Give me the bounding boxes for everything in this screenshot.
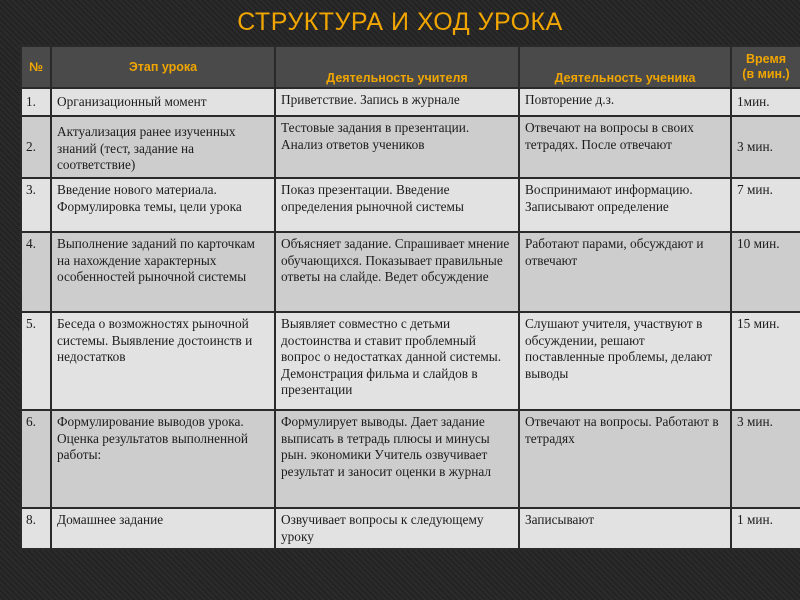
row-time: 7 мин. <box>731 178 800 232</box>
row-number: 2. <box>21 116 51 178</box>
row-teacher-activity: Озвучивает вопросы к следующему уроку <box>275 508 519 549</box>
row-number: 6. <box>21 410 51 508</box>
row-student-activity: Слушают учителя, участвуют в обсуждении, решают поставленные проблемы, делают выводы <box>519 312 731 410</box>
row-number: 1. <box>21 88 51 116</box>
row-time: 3 мин. <box>731 116 800 178</box>
table-header-row <box>21 46 800 88</box>
row-teacher-activity: Объясняет задание. Спрашивает мнение обучающихся. Показывает правильные ответы на слайде. Ведет обсуждение <box>275 232 519 312</box>
header-stage: Этап урока <box>51 46 275 88</box>
row-time: 3 мин. <box>731 410 800 508</box>
row-teacher-activity: Тестовые задания в презентации. Анализ ответов учеников <box>275 116 519 178</box>
table-row <box>21 178 800 232</box>
table-row <box>21 116 800 178</box>
row-number: 3. <box>21 178 51 232</box>
row-teacher-activity: Приветствие. Запись в журнале <box>275 88 519 116</box>
row-number: 8. <box>21 508 51 549</box>
row-teacher-activity: Выявляет совместно с детьми достоинства и ставит проблемный вопрос о недостатках данной системы. Демонстрация фильма и слайдов в презентации <box>275 312 519 410</box>
row-time: 15 мин. <box>731 312 800 410</box>
header-teacher-activity: Деятельность учителя <box>275 46 519 88</box>
row-stage: Актуализация ранее изученных знаний (тест, задание на соответствие) <box>51 116 275 178</box>
row-time: 1 мин. <box>731 508 800 549</box>
header-time-line1: Время <box>746 52 786 66</box>
row-student-activity: Записывают <box>519 508 731 549</box>
row-stage: Организационный момент <box>51 88 275 116</box>
row-stage: Домашнее задание <box>51 508 275 549</box>
row-teacher-activity: Показ презентации. Введение определения рыночной системы <box>275 178 519 232</box>
header-time <box>731 46 800 88</box>
table-row <box>21 232 800 312</box>
row-stage: Выполнение заданий по карточкам на нахождение характерных особенностей рыночной системы <box>51 232 275 312</box>
header-number: № <box>21 46 51 88</box>
row-student-activity: Работают парами, обсуждают и отвечают <box>519 232 731 312</box>
row-time: 10 мин. <box>731 232 800 312</box>
row-number: 4. <box>21 232 51 312</box>
row-student-activity: Отвечают на вопросы. Работают в тетрадях <box>519 410 731 508</box>
row-number: 5. <box>21 312 51 410</box>
lesson-structure-table <box>20 45 800 550</box>
slide-title: СТРУКТУРА И ХОД УРОКА <box>237 8 563 36</box>
row-stage: Беседа о возможностях рыночной системы. Выявление достоинств и недостатков <box>51 312 275 410</box>
row-student-activity: Воспринимают информацию. Записывают определение <box>519 178 731 232</box>
table-row <box>21 508 800 549</box>
table-row <box>21 410 800 508</box>
table-row <box>21 88 800 116</box>
row-teacher-activity: Формулирует выводы. Дает задание выписать в тетрадь плюсы и минусы рын. экономики Учитель озвучивает результат и заносит оценки в журнал <box>275 410 519 508</box>
row-student-activity: Отвечают на вопросы в своих тетрадях. После отвечают <box>519 116 731 178</box>
table-row <box>21 312 800 410</box>
row-student-activity: Повторение д.з. <box>519 88 731 116</box>
row-stage: Формулирование выводов урока. Оценка результатов выполненной работы: <box>51 410 275 508</box>
row-stage: Введение нового материала. Формулировка темы, цели урока <box>51 178 275 232</box>
header-time-line2: (в мин.) <box>742 67 790 81</box>
row-time: 1мин. <box>731 88 800 116</box>
header-student-activity: Деятельность ученика <box>519 46 731 88</box>
